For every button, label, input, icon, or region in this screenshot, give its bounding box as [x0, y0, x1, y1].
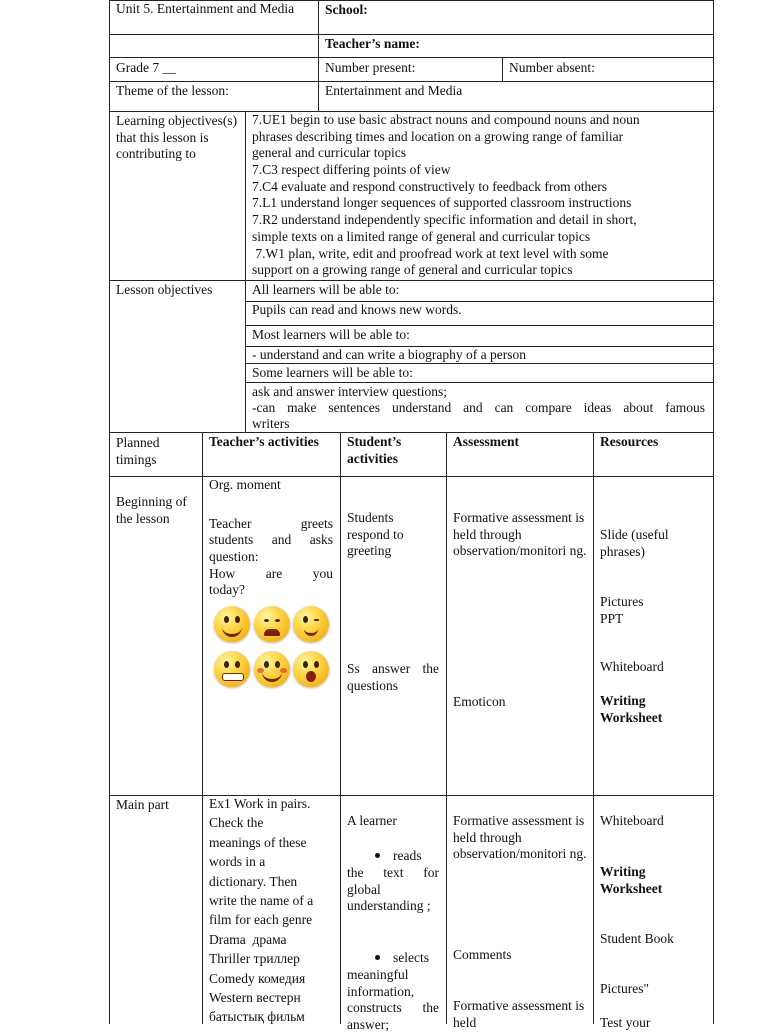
table-border	[502, 57, 503, 81]
learning-objective-line: support on a growing range of general and curricular topics	[252, 262, 573, 278]
main-teacher-line: film for each genre	[209, 912, 313, 928]
main-teacher-line: Comedy комедия	[209, 970, 306, 986]
winking-face-icon	[293, 606, 329, 642]
main-resource-test: Test your	[600, 1015, 651, 1030]
student-bullet-1-text: the text for global understanding ;	[347, 865, 439, 913]
some-learners-text-2: -can make sentences understand and can compare ideas about famous	[252, 400, 705, 415]
main-resource-whiteboard: Whiteboard	[600, 813, 664, 828]
header-assessment: Assessment	[453, 434, 519, 449]
table-border	[109, 0, 110, 1024]
student-intro: A learner	[347, 813, 397, 828]
teacher-text-line: today?	[209, 582, 245, 597]
unit-title: Unit 5. Entertainment and Media	[116, 1, 295, 16]
theme-value: Entertainment and Media	[325, 83, 463, 98]
theme-label: Theme of the lesson:	[116, 83, 229, 98]
student-bullet-2-start: selects	[393, 950, 429, 965]
learning-objective-line: 7.W1 plan, write, edit and proofread work at text level with some	[252, 245, 609, 261]
happy-face-icon	[214, 606, 250, 642]
grade-label: Grade 7 __	[116, 60, 176, 75]
main-teacher-line: dictionary. Then	[209, 873, 298, 889]
main-teacher-line: батыстық фильм	[209, 1009, 305, 1025]
teacher-text-line: How are you	[209, 566, 333, 581]
resource-slide: Slide (useful phrases)	[600, 527, 669, 559]
table-border	[593, 432, 594, 1024]
student-bullet-2-text: meaningful information, constructs the answer;	[347, 967, 439, 1032]
main-teacher-activities	[209, 796, 339, 1029]
table-border	[245, 325, 714, 326]
table-border	[318, 0, 319, 111]
assessment-formative: Formative assessment is held through observation/monitori ng.	[453, 510, 587, 558]
header-resources: Resources	[600, 434, 659, 449]
teacher-text-line: question:	[209, 549, 259, 564]
main-teacher-line: Ex1 Work in pairs.	[209, 796, 311, 811]
school-label: School:	[325, 2, 368, 17]
learning-objective-line: 7.C4 evaluate and respond constructively to feedback from others	[252, 178, 608, 194]
main-teacher-line: Western вестерн	[209, 989, 301, 1005]
table-border	[202, 432, 203, 1024]
learning-objectives-label: Learning objectives(s) that this lesson is contributing to	[116, 113, 238, 161]
blushing-face-icon	[254, 651, 290, 687]
main-teacher-line: words in a	[209, 854, 266, 870]
crying-face-icon	[254, 606, 290, 642]
table-border	[340, 432, 341, 1024]
main-teacher-line: Thriller триллер	[209, 951, 300, 967]
main-resource-pictures: Pictures"	[600, 981, 650, 996]
student-bullet-1-start: reads	[393, 848, 422, 863]
main-teacher-line: Check the	[209, 815, 264, 831]
main-assessment-comments: Comments	[453, 947, 512, 962]
number-absent-label: Number absent:	[509, 60, 595, 75]
table-border	[109, 81, 714, 82]
header-teacher-activities: Teacher’s activities	[209, 434, 319, 449]
main-resource-writing-worksheet: Writing Worksheet	[600, 864, 663, 896]
table-border	[109, 476, 714, 477]
table-border	[109, 280, 714, 281]
main-teacher-line: write the name of a	[209, 892, 314, 908]
grimacing-face-icon	[214, 651, 250, 687]
lesson-objectives-label: Lesson objectives	[116, 282, 213, 297]
table-border	[446, 432, 447, 1024]
teacher-text-line: Teacher greets	[209, 516, 333, 531]
table-border	[109, 34, 714, 35]
bullet-icon	[375, 853, 380, 858]
header-student-activities: Student’s activities	[347, 434, 402, 466]
main-teacher-line: Drama драма	[209, 931, 287, 947]
main-resource-student-book: Student Book	[600, 931, 674, 946]
header-planned-timings: Planned timings	[116, 435, 160, 467]
table-border	[109, 432, 714, 433]
table-border	[245, 382, 714, 383]
resource-pictures: Pictures	[600, 594, 644, 609]
surprised-face-icon	[293, 651, 329, 687]
learning-objective-line: simple texts on a limited range of general and curricular topics	[252, 228, 591, 244]
teacher-text-line: students and asks	[209, 532, 333, 547]
some-learners-text-3: writers	[252, 416, 290, 431]
main-part-timing: Main part	[116, 797, 169, 812]
resource-whiteboard: Whiteboard	[600, 659, 664, 674]
org-moment: Org. moment	[209, 477, 281, 492]
teacher-name-label: Teacher’s name:	[325, 36, 420, 51]
some-learners-text-1: ask and answer interview questions;	[252, 384, 447, 399]
some-learners-label: Some learners will be able to:	[252, 365, 413, 380]
learning-objective-line: 7.UE1 begin to use basic abstract nouns and compound nouns and noun	[252, 112, 640, 127]
learning-objective-line: 7.L1 understand longer sequences of supported classroom instructions	[252, 195, 632, 211]
number-present-label: Number present:	[325, 60, 416, 75]
learning-objective-line: phrases describing times and location on a growing range of familiar	[252, 128, 624, 144]
most-learners-label: Most learners will be able to:	[252, 327, 410, 342]
student-activity-greeting: Students respond to greeting	[347, 510, 404, 558]
student-activity-answer: Ss answer the questions	[347, 661, 439, 693]
main-assessment-formative: Formative assessment is held through observation/monitori ng.	[453, 813, 587, 861]
beginning-timing: Beginning of the lesson	[116, 494, 187, 526]
main-assessment-formative-2: Formative assessment is held	[453, 998, 585, 1030]
table-border	[713, 0, 714, 1024]
main-teacher-line: meanings of these	[209, 834, 307, 850]
all-learners-label: All learners will be able to:	[252, 282, 400, 297]
table-border	[109, 57, 714, 58]
all-learners-text: Pupils can read and knows new words.	[252, 302, 462, 317]
learning-objectives-list	[252, 112, 708, 279]
most-learners-text: - understand and can write a biography of a person	[252, 347, 527, 362]
learning-objective-line: general and curricular topics	[252, 145, 407, 161]
learning-objective-line: 7.R2 understand independently specific information and detail in short,	[252, 212, 637, 228]
table-border	[109, 795, 714, 796]
resource-writing-worksheet: Writing Worksheet	[600, 693, 663, 725]
resource-ppt: PPT	[600, 611, 624, 626]
assessment-emoticon: Emoticon	[453, 694, 506, 709]
learning-objective-line: 7.C3 respect differing points of view	[252, 162, 451, 178]
bullet-icon	[375, 955, 380, 960]
table-border	[245, 111, 246, 432]
